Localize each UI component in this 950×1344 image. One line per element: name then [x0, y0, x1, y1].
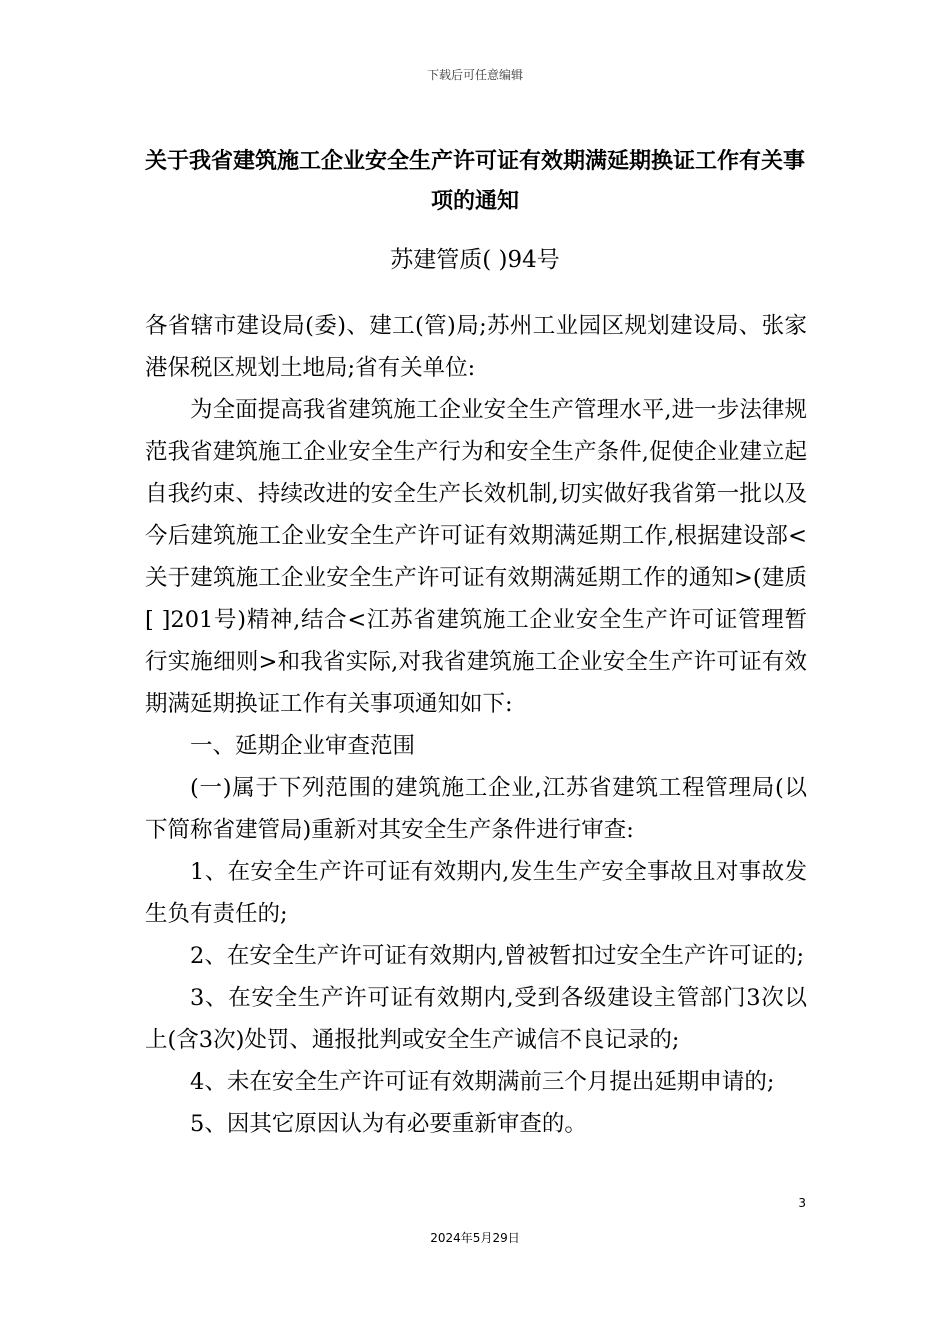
list-item: 1、在安全生产许可证有效期内,发生生产安全事故且对事故发生负有责任的; — [145, 859, 807, 927]
document-number: 苏建管质( )94号 — [390, 247, 560, 273]
list-item: 4、未在安全生产许可证有效期满前三个月提出延期申请的; — [190, 1069, 775, 1095]
header-note: 下载后可任意编辑 — [426, 68, 523, 82]
body-paragraph: 为全面提高我省建筑施工企业安全生产管理水平,进一步法律规范我省建筑施工企业安全生产行为和安全生产条件,促使企业建立起自我约束、持续改进的安全生产长效机制,切实做好我省第一批以及今后建筑施工企业安全生产许可证有效期满延期工作,根据建设部<关于建筑施工企业安全生产许可证有效期满延期工作的通知>(建质[ ]201号)精神,结合<江苏省建筑施工企业安全生产许可证管理暂行实施细则>和我省实际,对我省建筑施工企业安全生产许可证有效期满延期换证工作有关事项通知如下: — [145, 397, 807, 717]
list-item: 2、在安全生产许可证有效期内,曾被暂扣过安全生产许可证的; — [190, 943, 805, 969]
page-number: 3 — [798, 1196, 806, 1210]
document-body — [145, 305, 807, 1145]
list-item: 5、因其它原因认为有必要重新审查的。 — [190, 1111, 587, 1137]
document-title: 关于我省建筑施工企业安全生产许可证有效期满延期换证工作有关事项的通知 — [145, 149, 806, 214]
section-heading: 一、延期企业审查范围 — [190, 733, 416, 759]
salutation: 各省辖市建设局(委)、建工(管)局;苏州工业园区规划建设局、张家港保税区规划土地局;省有关单位: — [145, 313, 807, 381]
list-item: 3、在安全生产许可证有效期内,受到各级建设主管部门3次以上(含3次)处罚、通报批判或安全生产诚信不良记录的; — [145, 985, 807, 1053]
body-paragraph: (一)属于下列范围的建筑施工企业,江苏省建筑工程管理局(以下简称省建管局)重新对其安全生产条件进行审查: — [145, 775, 807, 843]
footer-date: 2024年5月29日 — [430, 1231, 520, 1245]
